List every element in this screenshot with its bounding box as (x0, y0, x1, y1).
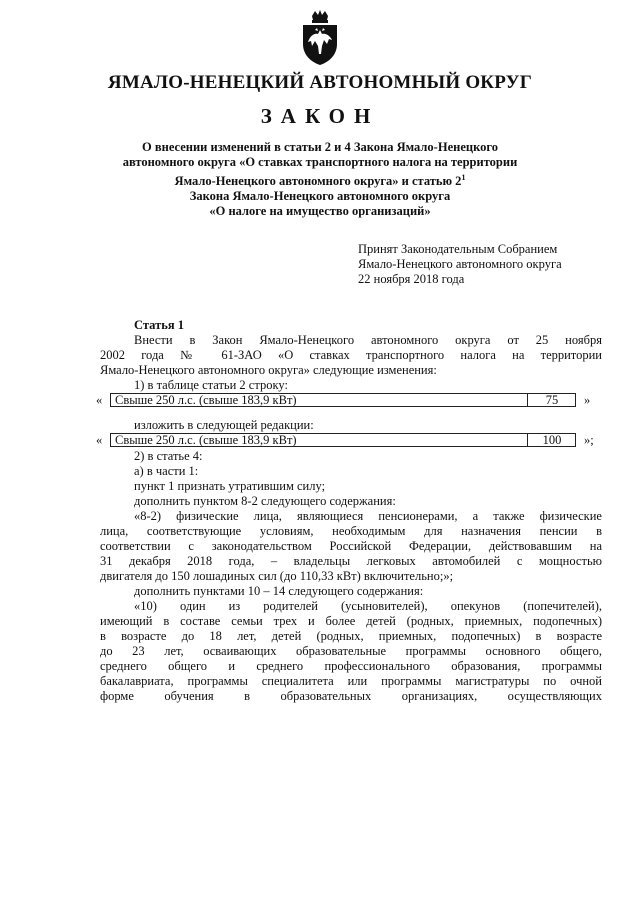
law-subject (100, 140, 540, 219)
quote-open: « (96, 433, 103, 447)
coat-of-arms-emblem (294, 10, 346, 66)
paragraph-line: 2) в статье 4: (134, 449, 203, 463)
paragraph-line: «10) один из родителей (усыновителей), опекунов (попечителей), (134, 599, 602, 613)
quote-open: « (96, 393, 103, 407)
paragraph-line: 1) в таблице статьи 2 строку: (134, 378, 288, 392)
table-cell-label: Свыше 250 л.с. (свыше 183,9 кВт) (115, 433, 297, 447)
subject-line: Закона Ямало-Ненецкого автономного округа (189, 189, 451, 204)
table-row-new (96, 433, 606, 448)
adoption-note (358, 242, 628, 287)
region-title: ЯМАЛО-НЕНЕЦКИЙ АВТОНОМНЫЙ ОКРУГ (107, 72, 533, 93)
paragraph-line: двигателя до 150 лошадиных сил (до 110,33 кВт) включительно;»; (100, 569, 454, 583)
subject-line: автономного округа «О ставках транспортного налога на территории (122, 155, 518, 169)
paragraph-line: бакалавриата, программы специалитета или программы магистратуры по очной (100, 674, 602, 688)
table-cell-label: Свыше 250 л.с. (свыше 183,9 кВт) (115, 393, 297, 407)
paragraph-line: пункт 1 признать утратившим силу; (134, 479, 326, 493)
paragraph-line: соответствии с законодательством Российской Федерации, действовавшим на (100, 539, 602, 553)
article-heading: Статья 1 (134, 318, 184, 332)
paragraph-line: дополнить пунктами 10 – 14 следующего содержания: (134, 584, 424, 598)
paragraph-line: дополнить пунктом 8-2 следующего содержания: (134, 494, 396, 508)
adoption-line: Принят Законодательным Собранием (358, 242, 558, 256)
paragraph-line: изложить в следующей редакции: (134, 418, 314, 432)
subject-line: Ямало-Ненецкого автономного округа» и статью $2^1$ (174, 173, 466, 189)
paragraph-line: лица, соответствующие условиям, необходимым для назначения пенсии в (100, 524, 602, 538)
paragraph-line: форме обучения в образовательных организациях, осуществляющих (100, 689, 602, 703)
table-cell-value: 75 (545, 393, 559, 407)
quote-close: » (584, 393, 591, 407)
paragraph-line: 2002 года № 61-ЗАО «О ставках транспортного налога на территории (100, 348, 602, 362)
paragraph-line: Ямало-Ненецкого автономного округа» следующие изменения: (100, 363, 437, 377)
paragraph-line: имеющий в составе семьи трех и более детей (родных, приемных, подопечных) (100, 614, 602, 628)
table-cell-value: 100 (542, 433, 562, 447)
adoption-date: 22 ноября 2018 года (358, 272, 465, 286)
table-row-box (110, 393, 576, 407)
subject-line: О внесении изменений в статьи 2 и 4 Закона Ямало-Ненецкого (142, 140, 498, 154)
paragraph-line: 31 декабря 2018 года, – владельцы легковых автомобилей с мощностью (100, 554, 602, 568)
quote-close: »; (584, 433, 594, 447)
table-row-old (96, 393, 606, 408)
superscript: 1 (461, 173, 466, 182)
adoption-line: Ямало-Ненецкого автономного округа (358, 257, 562, 271)
subject-line: «О налоге на имущество организаций» (209, 204, 431, 219)
paragraph-line: «8-2) физические лица, являющиеся пенсионерами, а также физические (134, 509, 602, 523)
document-type-title: ЗАКОН (260, 104, 380, 128)
paragraph-line: в возрасте до 18 лет, детей (родных, приемных, подопечных) в возрасте (100, 629, 602, 643)
paragraph-line: среднего общего и среднего профессионального образования, программы (100, 659, 602, 673)
table-row-box (110, 433, 576, 447)
paragraph-line: а) в части 1: (134, 464, 199, 478)
paragraph-line: до 23 лет, осваивающих образовательные программы основного общего, (100, 644, 602, 658)
paragraph-line: Внести в Закон Ямало-Ненецкого автономного округа от 25 ноября (134, 333, 602, 347)
